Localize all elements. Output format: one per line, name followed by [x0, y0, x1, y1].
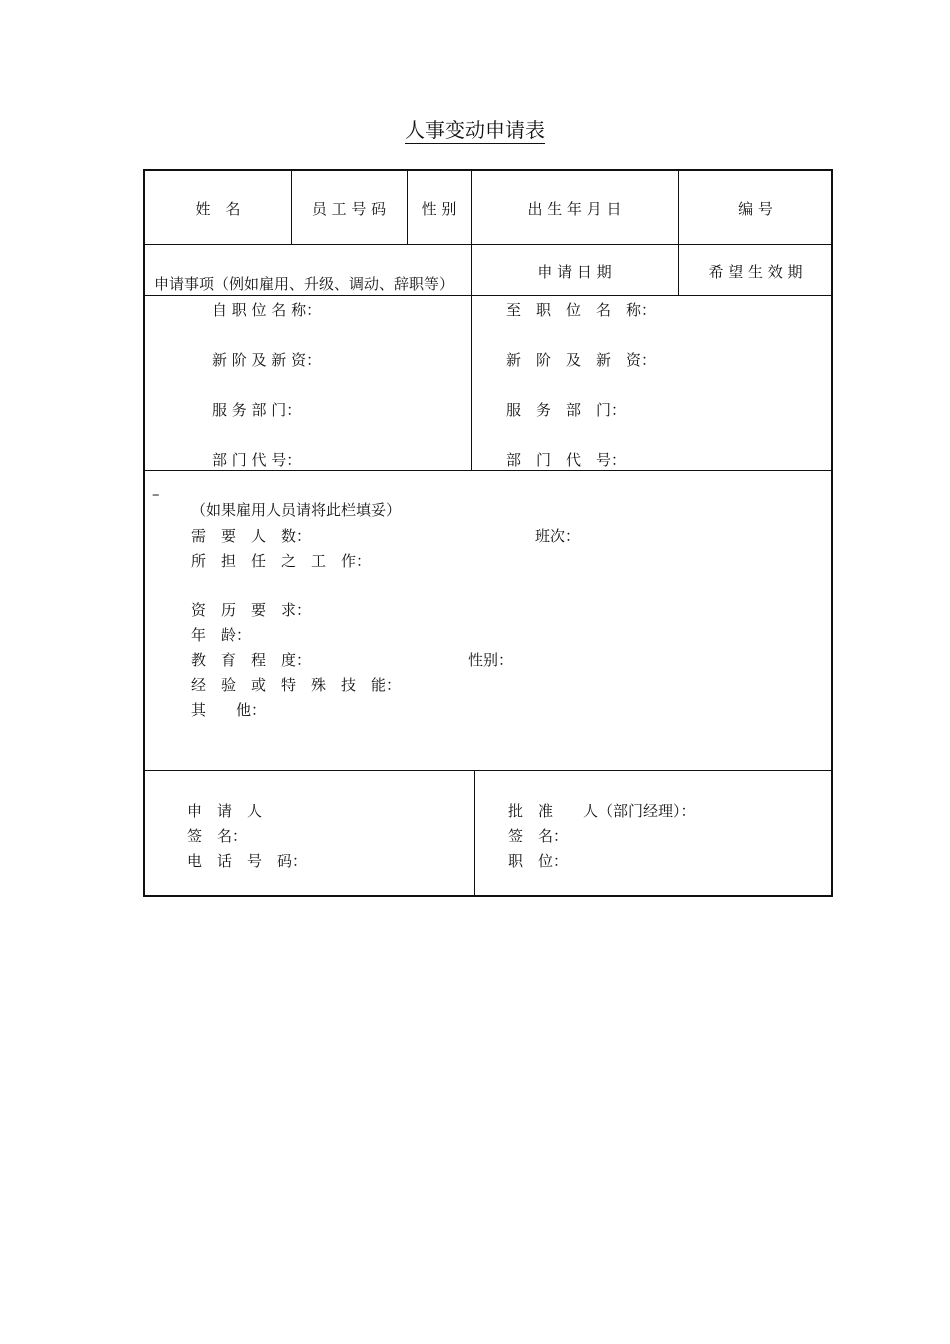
- approver-position-label: 职 位：: [508, 852, 569, 870]
- to-grade-salary: 新 阶 及 新 资：: [506, 351, 657, 369]
- effective-date-label: 希 望 生 效 期: [708, 263, 803, 281]
- to-dept-code: 部 门 代 号：: [506, 451, 627, 469]
- approver-label: 批 准 人（部门经理）：: [508, 802, 696, 820]
- col-divider-sign: [474, 770, 475, 897]
- hiring-dash: –: [152, 485, 160, 503]
- from-department: 服 务 部 门：: [212, 401, 302, 419]
- shift-label: 班次：: [535, 527, 581, 545]
- from-grade-salary: 新 阶 及 新 资：: [212, 351, 322, 369]
- hiring-gender-label: 性别：: [468, 651, 514, 669]
- row-divider-1: [145, 244, 833, 245]
- applicant-phone-label: 电 话 号 码：: [187, 852, 308, 870]
- headcount-label: 需 要 人 数：: [191, 527, 312, 545]
- header-gender: 性 别: [421, 200, 457, 218]
- hiring-note: （如果雇用人员请将此栏填妥）: [191, 501, 402, 519]
- form-title: [0, 116, 950, 144]
- row-divider-3: [145, 470, 833, 471]
- to-position: 至 职 位 名 称：: [506, 301, 657, 319]
- age-label: 年 龄：: [191, 626, 252, 644]
- header-serial-no: 编 号: [738, 200, 773, 218]
- duties-label: 所 担 任 之 工 作：: [191, 552, 372, 570]
- header-employee-no: 员 工 号 码: [311, 200, 387, 218]
- to-department: 服 务 部 门：: [506, 401, 627, 419]
- education-label: 教 育 程 度：: [191, 651, 312, 669]
- other-label: 其 他：: [191, 701, 267, 719]
- experience-label: 经 验 或 特 殊 技 能：: [191, 676, 402, 694]
- header-birth-date: 出 生 年 月 日: [527, 200, 622, 218]
- row-divider-4: [145, 770, 833, 771]
- applicant-sign-label: 签 名：: [187, 827, 248, 845]
- form-title-text: 人事变动申请表: [405, 118, 545, 142]
- from-dept-code: 部 门 代 号：: [212, 451, 302, 469]
- approver-sign-label: 签 名：: [508, 827, 569, 845]
- qualifications-label: 资 历 要 求：: [191, 601, 312, 619]
- applicant-label: 申 请 人: [187, 802, 263, 820]
- header-name: 姓 名: [195, 200, 241, 218]
- request-item-label: 申请事项（例如雇用、升级、调动、辞职等）: [154, 275, 455, 293]
- form-table: [143, 169, 833, 897]
- from-position: 自 职 位 名 称：: [212, 301, 322, 319]
- apply-date-label: 申 请 日 期: [537, 263, 612, 281]
- row-divider-2: [145, 295, 833, 296]
